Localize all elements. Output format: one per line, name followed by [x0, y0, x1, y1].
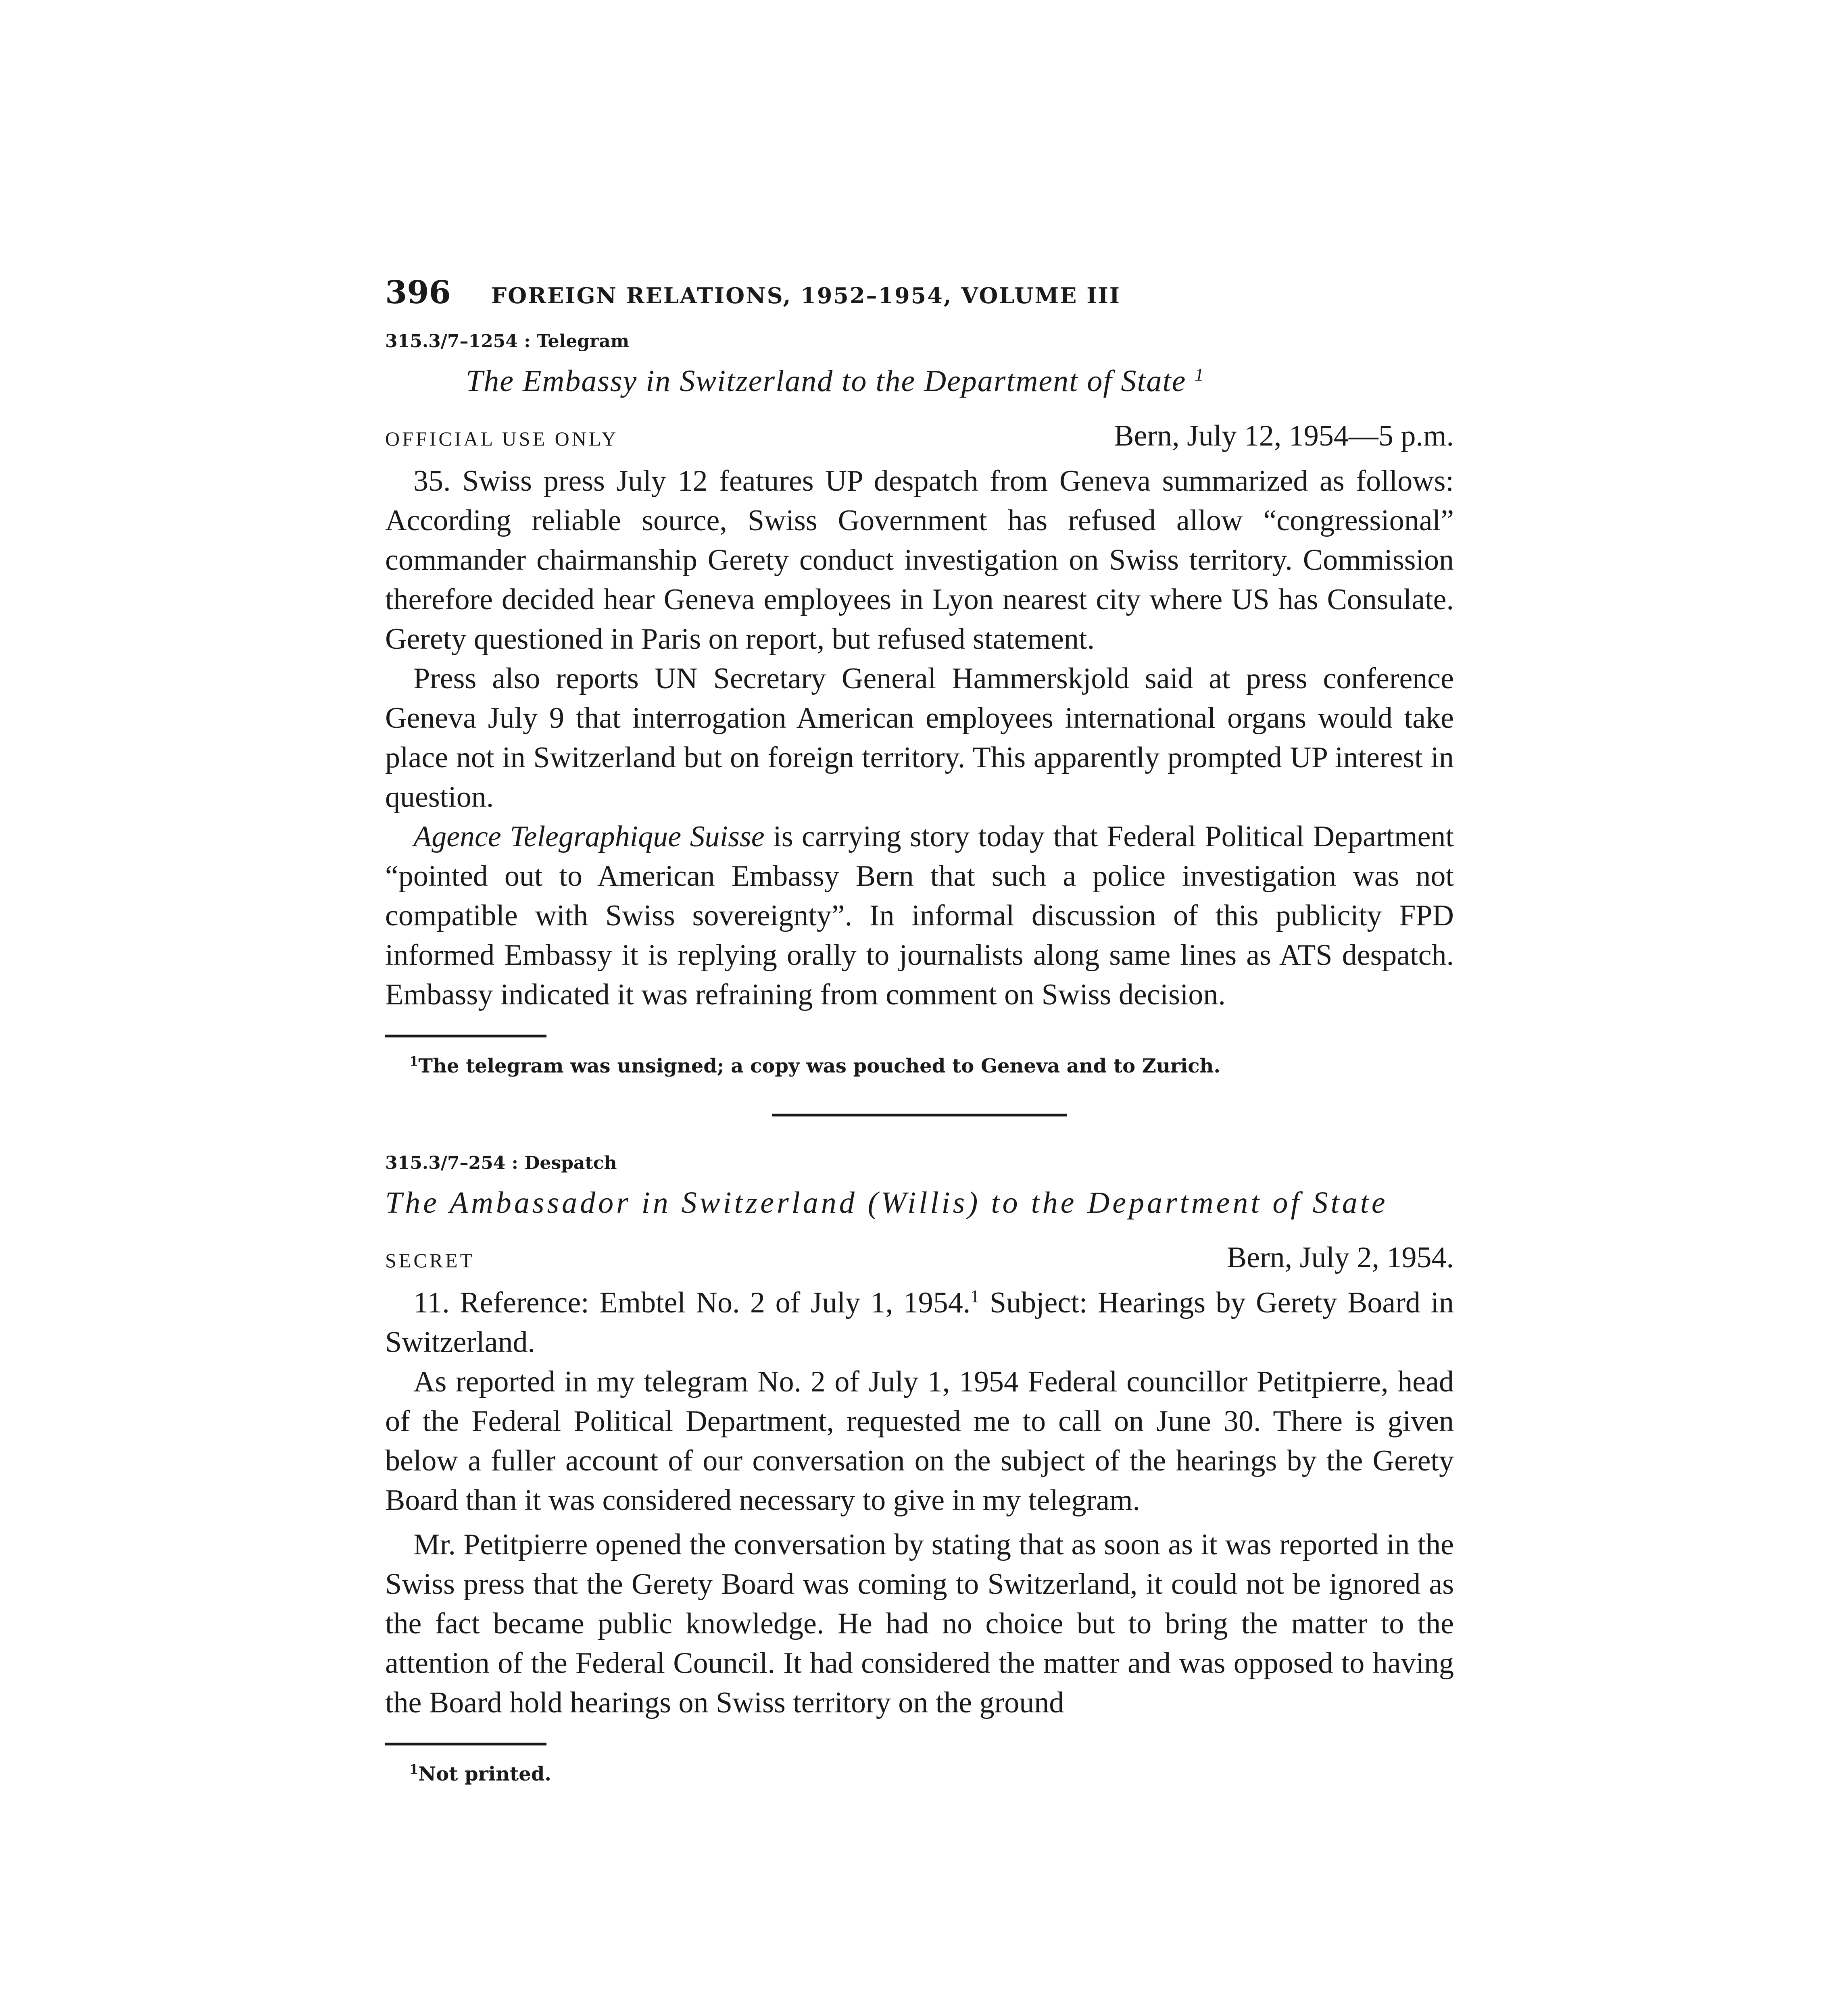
- doc2-paragraph-1-footnote-mark: 1: [970, 1286, 980, 1306]
- doc1-paragraph-2: Press also reports UN Secretary General Hammerskjold said at press conference Geneva July 9 that interrogation American employees international organs would take place not in Switzerland but on foreign territory. This apparently prompted UP interest in question.: [385, 662, 1454, 814]
- doc2-footnote-rule: [385, 1743, 546, 1745]
- doc1-title-footnote-mark: 1: [1195, 364, 1205, 385]
- doc2-paragraph-1: [385, 1283, 1454, 1362]
- doc1-classification-line: [385, 419, 1454, 453]
- doc2-footnote: [409, 1762, 1454, 1785]
- doc1-paragraph-1: 35. Swiss press July 12 features UP despatch from Geneva summarized as follows: According reliable source, Swiss Government has refused allow “congressional” commander chairmanship Gerety conduct investigation on Swiss territory. Commission therefore decided hear Geneva employees in Lyon nearest city where US has Consulate. Gerety questioned in Paris on report, but refused statement.: [385, 464, 1454, 656]
- doc2-footnote-text: Not printed.: [418, 1763, 552, 1785]
- doc1-footnote: [409, 1054, 1454, 1077]
- doc2-paragraph-3: Mr. Petitpierre opened the conversation by stating that as soon as it was reported in the Swiss press that the Gerety Board was coming to Switzerland, it could not be ignored as the fact became public knowledge. He had no choice but to bring the matter to the attention of the Federal Council. It had considered the matter and was opposed to having the Board hold hearings on Swiss territory on the ground: [385, 1528, 1454, 1719]
- document-page: [385, 274, 1454, 1785]
- doc1-dateline: Bern, July 12, 1954—5 p.m.: [1114, 419, 1454, 452]
- doc1-classification: OFFICIAL USE ONLY: [385, 427, 619, 450]
- doc2-paragraph-2: As reported in my telegram No. 2 of July 1, 1954 Federal councillor Petitpierre, head of the Federal Political Department, requested me to call on June 30. There is given below a fuller account of our conversation on the subject of the hearings by the Gerety Board than it was considered necessary to give in my telegram.: [385, 1365, 1454, 1517]
- doc2-file-reference: 315.3/7–254 : Despatch: [385, 1153, 617, 1173]
- doc1-footnote-mark: 1: [409, 1054, 419, 1069]
- running-header: [385, 274, 1454, 311]
- running-title: FOREIGN RELATIONS, 1952–1954, VOLUME III: [491, 283, 1121, 308]
- doc1-footnote-text: The telegram was unsigned; a copy was pouched to Geneva and to Zurich.: [418, 1055, 1221, 1077]
- doc1-paragraph-3-text: is carrying story today that Federal Political Department “pointed out to American Embassy Bern that such a police investigation was not compatible with Swiss sovereignty”. In informal discussion of this publicity FPD informed Embassy it is replying orally to journalists along same lines as ATS despatch. Embassy indicated it was refraining from comment on Swiss decision.: [385, 820, 1454, 1011]
- doc1-title-text: The Embassy in Switzerland to the Department of State: [466, 364, 1186, 398]
- doc2-title: The Ambassador in Switzerland (Willis) to the Department of State: [385, 1186, 1388, 1220]
- doc2-classification: SECRET: [385, 1249, 475, 1272]
- doc2-paragraph-1-reference: 11. Reference: Embtel No. 2 of July 1, 1954.: [413, 1286, 971, 1319]
- doc2-footnote-mark: 1: [409, 1762, 419, 1777]
- document-separator: [772, 1114, 1067, 1116]
- doc1-file-reference: 315.3/7–1254 : Telegram: [385, 331, 630, 352]
- doc2-dateline: Bern, July 2, 1954.: [1226, 1241, 1454, 1274]
- page-number: 396: [385, 274, 451, 311]
- doc1-title: [466, 364, 1454, 399]
- doc2-classification-line: [385, 1241, 1454, 1275]
- doc2-paragraph-1-subject: Subject: Hearings by Gerety Board in Switzerland.: [385, 1286, 1454, 1359]
- doc1-paragraph-3: [385, 817, 1454, 1014]
- doc1-agency-name: Agence Telegraphique Suisse: [413, 820, 765, 853]
- doc1-footnote-rule: [385, 1035, 546, 1037]
